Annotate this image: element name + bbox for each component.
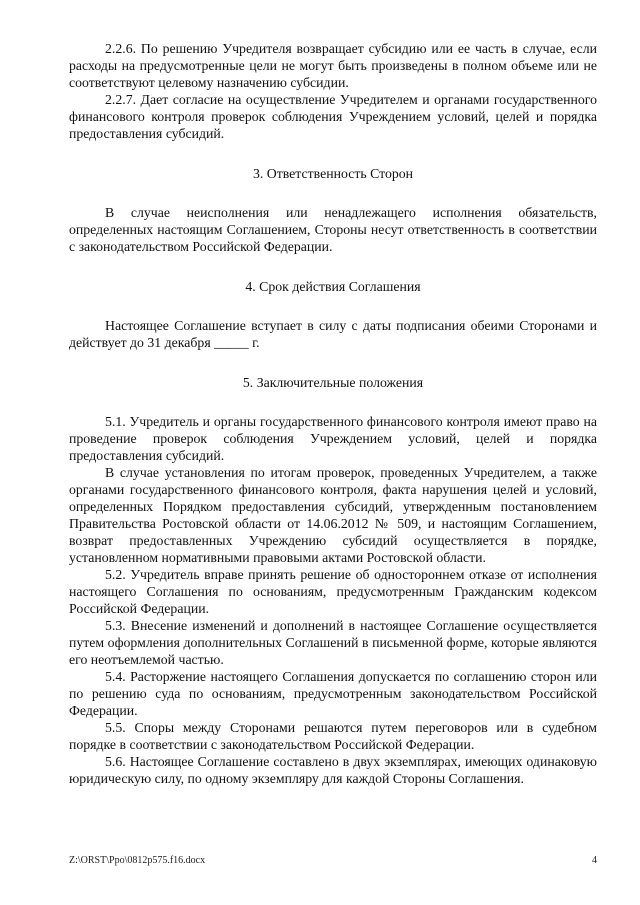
section-5-heading: 5. Заключительные положения [242, 375, 424, 390]
section-3-heading: 3. Ответственность Сторон [252, 166, 414, 181]
clause-2-2-7: 2.2.7. Дает согласие на осуществление Учредителем и органами государственного финансового контроля проверок соблюдения Учреждением условий, целей и порядка предоставления субсидий. [69, 92, 597, 141]
page-footer [69, 855, 597, 867]
clause-2-2-6: 2.2.6. По решению Учредителя возвращает субсидию или ее часть в случае, если расходы на предусмотренные цели не могут быть произведены в полном объеме или не соответствуют целевому назначению субсидии. [69, 41, 597, 90]
section-4-text: Настоящее Соглашение вступает в силу с даты подписания обеими Сторонами и действует до 31 декабря _____ г. [69, 318, 597, 350]
clause-5-6: 5.6. Настоящее Соглашение составлено в двух экземплярах, имеющих одинаковую юридическую силу, по одному экземпляру для каждой Стороны Соглашения. [69, 754, 597, 786]
file-path: Z:\ORST\Ppo\0812p575.f16.docx [69, 855, 206, 866]
clause-5-2: 5.2. Учредитель вправе принять решение об одностороннем отказе от исполнения настоящего Соглашения по основаниям, предусмотренным Гражданским кодексом Российской Федерации. [69, 567, 597, 616]
page-number: 4 [592, 855, 597, 866]
section-3-text: В случае неисполнения или ненадлежащего исполнения обязательств, определенных настоящим Соглашением, Стороны несут ответственность в соответствии с законодательством Российской Федерации. [69, 205, 597, 254]
clause-5-4: 5.4. Расторжение настоящего Соглашения допускается по соглашению сторон или по решению суда по основаниям, предусмотренным законодательством Российской Федерации. [69, 669, 597, 718]
clause-5-3: 5.3. Внесение изменений и дополнений в настоящее Соглашение осуществляется путем оформления дополнительных Соглашений в письменной форме, которые являются его неотъемлемой частью. [69, 618, 597, 667]
clause-5-5: 5.5. Споры между Сторонами решаются путем переговоров или в судебном порядке в соответствии с законодательством Российской Федерации. [69, 720, 597, 752]
section-4-heading: 4. Срок действия Соглашения [245, 279, 421, 294]
clause-5-1: 5.1. Учредитель и органы государственного финансового контроля имеют право на проведение проверок соблюдения Учреждением условий, целей и порядка предоставления субсидий. [69, 414, 597, 463]
clause-5-1-continuation: В случае установления по итогам проверок, проведенных Учредителем, а также органами государственного финансового контроля, факта нарушения целей и условий, определенных Порядком предоставления субсидий, утвержденным постановлением Правительства Ростовской области от 14.06.2012 № 509, и настоящим Соглашением, возврат предоставленных Учреждению субсидий осуществляется в порядке, установленном нормативными правовыми актами Ростовской области. [69, 465, 597, 565]
